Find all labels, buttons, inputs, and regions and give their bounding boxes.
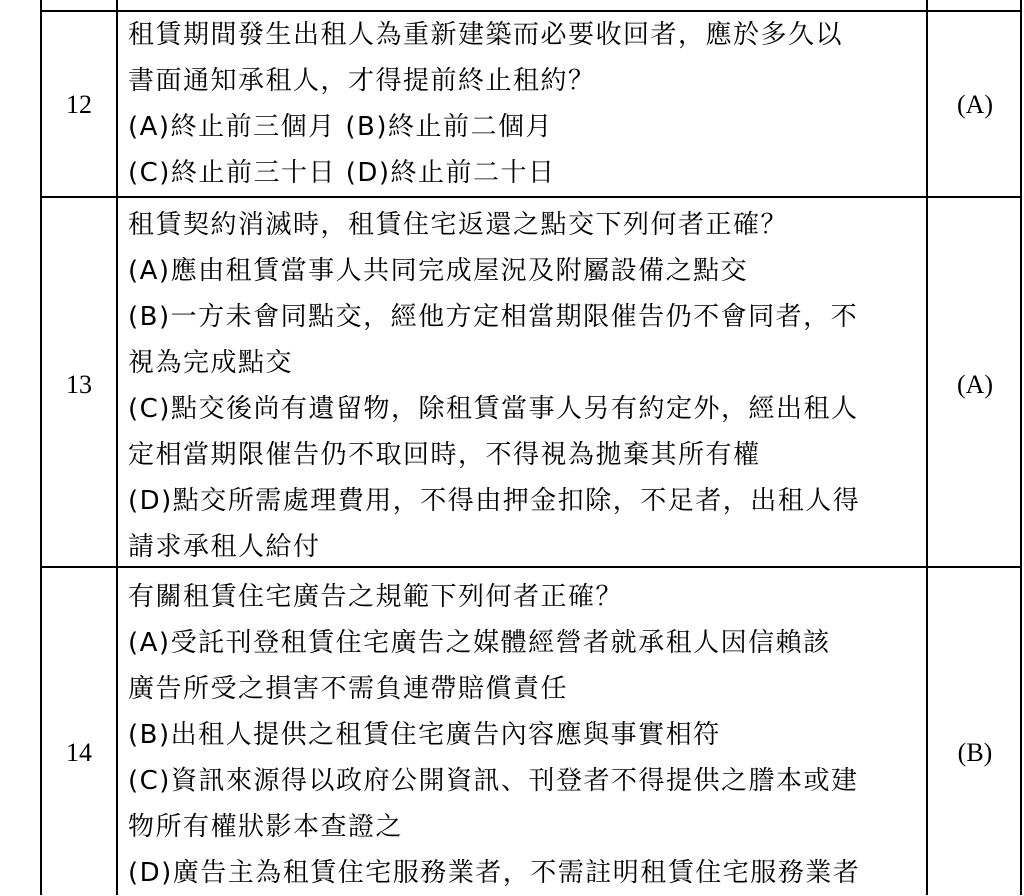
option-line: 廣告所受之損害不需負連帶賠償責任 (128, 674, 569, 704)
table-row (40, 568, 1022, 895)
option-line: 定相當期限催告仍不取回時，不得視為拋棄其所有權 (128, 440, 761, 470)
question-number: 14 (66, 738, 92, 767)
option-line: (A)終止前三個月 (B)終止前二個月 (128, 112, 553, 142)
option-line: (C)終止前三十日 (D)終止前二十日 (128, 158, 556, 188)
option-line: (A)受託刊登租賃住宅廣告之媒體經營者就承租人因信賴該 (128, 628, 831, 658)
question-text (128, 202, 920, 570)
question-line: 書面通知承租人，才得提前終止租約？ (128, 66, 596, 96)
question-text (128, 12, 920, 196)
option-line: (D)點交所需處理費用，不得由押金扣除，不足者，出租人得 (128, 486, 861, 516)
option-line: (B)一方未會同點交，經他方定相當期限催告仍不會同者，不 (128, 302, 859, 332)
question-text (128, 574, 920, 896)
table-row (40, 198, 1022, 566)
table-row (40, 12, 1022, 196)
answer-key: (B) (957, 738, 993, 767)
answer-key: (A) (956, 90, 994, 119)
question-line: 租賃期間發生出租人為重新建築而必要收回者，應於多久以 (128, 20, 844, 50)
option-line: (C)資訊來源得以政府公開資訊、刊登者不得提供之謄本或建 (128, 766, 859, 796)
option-line: 請求承租人給付 (128, 532, 321, 562)
option-line: (A)應由租賃當事人共同完成屋況及附屬設備之點交 (128, 256, 749, 286)
option-line: 視為完成點交 (128, 348, 294, 378)
question-line: 租賃契約消滅時，租賃住宅返還之點交下列何者正確？ (128, 210, 789, 240)
question-number: 12 (66, 90, 92, 119)
option-line: (D)廣告主為租賃住宅服務業者，不需註明租賃住宅服務業者 (128, 858, 861, 888)
question-line: 有關租賃住宅廣告之規範下列何者正確？ (128, 582, 624, 612)
option-line: (C)點交後尚有遺留物，除租賃當事人另有約定外，經出租人 (128, 394, 859, 424)
option-line: 物所有權狀影本查證之 (128, 812, 404, 842)
question-number: 13 (66, 370, 92, 399)
answer-key: (A) (956, 370, 994, 399)
option-line: (B)出租人提供之租賃住宅廣告內容應與事實相符 (128, 720, 721, 750)
